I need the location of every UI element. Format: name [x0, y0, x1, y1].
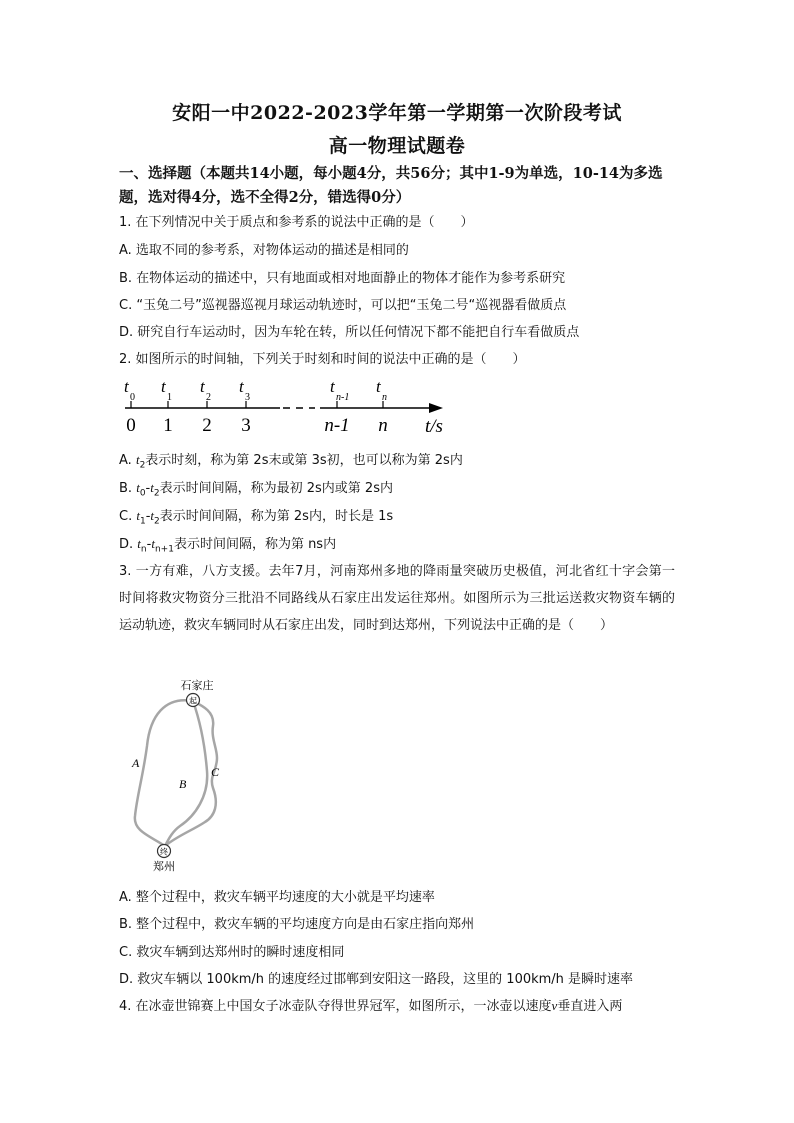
q2-d-sub2: n+1 — [154, 544, 174, 555]
q2-a-symbol: t — [135, 452, 140, 467]
q3-option-b: B. 整个过程中，救灾车辆的平均速度方向是由石家庄指向郑州 — [119, 917, 475, 932]
q2-b-sub1: 0 — [139, 488, 146, 499]
q3-option-c: C. 救灾车辆到达郑州时的瞬时速度相同 — [119, 945, 345, 960]
timeline-t-subscript: 0 — [130, 392, 135, 403]
q2-a-sub: 2 — [139, 460, 146, 471]
q4-stem — [119, 995, 622, 1014]
timeline-t-subscript: n — [382, 392, 387, 403]
timeline-ticks — [124, 377, 388, 436]
q3-option-a: A. 整个过程中，救灾车辆平均速度的大小就是平均速率 — [119, 890, 435, 905]
end-mark-text: 终 — [160, 847, 168, 857]
route-map-figure — [125, 676, 235, 876]
q1-stem: 1. 在下列情况中关于质点和参考系的说法中正确的是（ ） — [119, 215, 474, 230]
timeline-t-label: t — [239, 377, 244, 396]
timeline-number-label: 3 — [241, 415, 251, 436]
q3-option-d: D. 救灾车辆以 100km/h 的速度经过邯郸到安阳这一路段，这里的 100km/h 是瞬时速率 — [119, 972, 634, 987]
end-city-label: 郑州 — [153, 861, 175, 873]
timeline-t-label: t — [161, 377, 166, 396]
q2-a-text: 表示时刻，称为第 2s末或第 3s初，也可以称为第 2s内 — [145, 453, 463, 468]
q4-velocity-symbol: v — [551, 998, 558, 1013]
route-a-label: A — [132, 756, 140, 770]
timeline-t-label: t — [376, 377, 381, 396]
q2-d-text: 表示时间间隔，称为第 ns内 — [173, 537, 337, 552]
route-b-label: B — [179, 777, 187, 791]
start-city-label: 石家庄 — [180, 680, 214, 692]
timeline-t-label: t — [200, 377, 205, 396]
exam-title: 安阳一中2022-2023学年第一学期第一次阶段考试 — [172, 102, 622, 124]
q2-b-dash: - — [145, 481, 151, 496]
q2-b-sub2: 2 — [153, 488, 160, 499]
q1-option-b: B. 在物体运动的描述中，只有地面或相对地面静止的物体才能作为参考系研究 — [119, 271, 566, 286]
q2-b-symbol2: t — [150, 480, 154, 495]
timeline-t-label: t — [330, 377, 335, 396]
route-c-path — [165, 701, 217, 846]
timeline-arrow-icon — [429, 403, 443, 413]
q2-c-sub1: 1 — [139, 516, 146, 527]
q2-d-prefix: D. — [119, 537, 138, 552]
q2-b-prefix: B. — [119, 481, 137, 496]
timeline-t-subscript: 3 — [245, 392, 250, 403]
q1-option-a: A. 选取不同的参考系，对物体运动的描述是相同的 — [119, 243, 409, 258]
q2-stem: 2. 如图所示的时间轴，下列关于时刻和时间的说法中正确的是（ ） — [119, 352, 526, 367]
timeline-number-label: 2 — [202, 415, 212, 436]
q2-c-sub2: 2 — [154, 516, 160, 527]
timeline-t-subscript: 1 — [167, 392, 172, 403]
timeline-number-label: 0 — [126, 415, 136, 436]
timeline-t-subscript: 2 — [206, 392, 211, 403]
q2-b-symbol1: t — [136, 480, 140, 495]
timeline-unit: t/s — [425, 416, 443, 437]
q2-d-sub1: n — [140, 544, 147, 555]
timeline-t-subscript: n-1 — [336, 392, 350, 403]
q2-c-text: 表示时间间隔，称为第 2s内，时长是 1s — [159, 509, 394, 524]
q2-option-a — [119, 449, 463, 471]
q4-stem-text: 4. 在冰壶世锦赛上中国女子冰壶队夺得世界冠军，如图所示，一冰壶以速度 — [119, 999, 552, 1014]
q2-c-symbol1: t — [136, 508, 140, 523]
q2-d-dash: - — [146, 537, 152, 552]
exam-subtitle: 高一物理试题卷 — [328, 135, 466, 157]
q2-option-d — [119, 533, 336, 555]
timeline-figure — [115, 372, 465, 438]
q3-stem: 3. 一方有难，八方支援。去年7月，河南郑州多地的降雨量突破历史极值，河北省红十字会第一时间将救灾物资分三批沿不同路线从石家庄出发运往郑州。如图所示为三批运送救灾物资车辆的运动轨迹，救灾车辆同时从石家庄出发，同时到达郑州，下列说法中正确的是（ ） — [119, 564, 675, 633]
q2-b-text: 表示时间间隔，称为最初 2s内或第 2s内 — [159, 481, 393, 496]
q2-d-symbol1: t — [137, 536, 141, 551]
route-c-label: C — [211, 765, 220, 779]
q1-option-c: C. “玉兔二号”巡视器巡视月球运动轨迹时，可以把“玉兔二号“巡视器看做质点 — [119, 298, 567, 313]
timeline-t-label: t — [124, 377, 129, 396]
q1-option-d: D. 研究自行车运动时，因为车轮在转，所以任何情况下都不能把自行车看做质点 — [119, 325, 580, 340]
timeline-number-label: n — [378, 415, 388, 436]
q2-c-prefix: C. — [119, 509, 137, 524]
q2-option-c — [119, 505, 393, 527]
q4-stem-tail: 垂直进入两 — [557, 999, 623, 1014]
start-mark-text: 起 — [189, 696, 197, 706]
q2-d-symbol2: t — [151, 536, 155, 551]
timeline-number-label: n-1 — [324, 415, 350, 436]
timeline-number-label: 1 — [163, 415, 173, 436]
section-heading: 一、选择题（本题共14小题，每小题4分，共56分；其中1-9为单选，10-14为多选题，选对得4分，选不全得2分，错选得0分） — [119, 165, 663, 206]
q2-c-dash: - — [145, 509, 151, 524]
q2-a-prefix: A. — [119, 453, 136, 468]
q2-option-b — [119, 477, 393, 499]
q2-c-symbol2: t — [150, 508, 155, 523]
